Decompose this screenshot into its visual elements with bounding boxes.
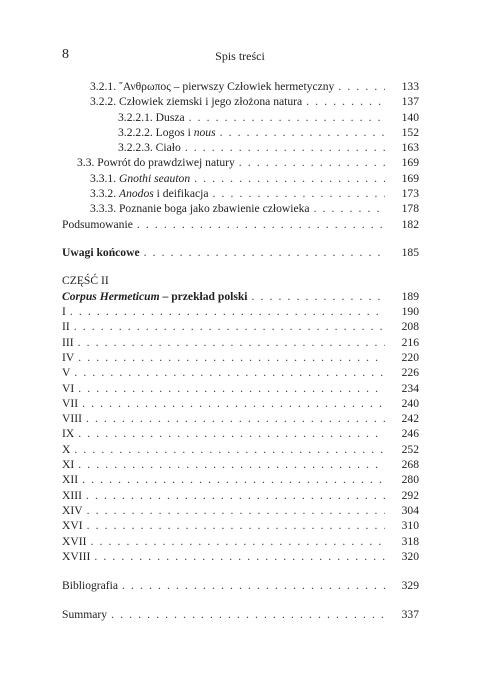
toc-entry-page: 216 xyxy=(401,335,419,349)
toc-entry-page: 189 xyxy=(401,289,419,303)
toc-entry[interactable] xyxy=(62,473,419,488)
toc-entry-page: 234 xyxy=(401,381,419,395)
toc-entry-label: V xyxy=(62,366,71,380)
toc-entry[interactable] xyxy=(62,95,419,110)
toc-entry[interactable] xyxy=(62,382,419,397)
toc-entry-label xyxy=(62,141,181,154)
toc-entry-label xyxy=(62,80,334,93)
toc-entry[interactable] xyxy=(62,443,419,458)
toc-entry-label: XVIII xyxy=(62,549,91,563)
toc-entry[interactable] xyxy=(62,126,419,141)
toc-entry-label-part: 3.2.2. Człowiek ziemski i jego złożona natura xyxy=(90,95,303,109)
toc-entry-label: XIII xyxy=(62,488,82,502)
toc-entry[interactable] xyxy=(62,172,419,187)
leader-dots xyxy=(252,290,385,303)
leader-dots xyxy=(86,489,385,502)
toc-entry-label: XI xyxy=(62,458,75,472)
leader-dots xyxy=(74,320,385,333)
corpus-title-rest: – przekład polski xyxy=(159,289,248,303)
leader-dots xyxy=(78,351,385,364)
toc-entry-page: 246 xyxy=(401,427,419,441)
toc-entry-label: IX xyxy=(62,427,75,441)
toc-entry-bibliografia[interactable] xyxy=(62,579,419,594)
toc-entry-page: 252 xyxy=(401,442,419,456)
toc-entry-page: 208 xyxy=(401,320,419,334)
toc-entry[interactable] xyxy=(62,504,419,519)
toc-entry-label: II xyxy=(62,320,70,334)
leader-dots xyxy=(338,80,385,93)
corpus-title-italic: Corpus Hermeticum xyxy=(62,289,160,303)
toc-entry-page: 318 xyxy=(401,534,419,548)
toc-entry[interactable] xyxy=(62,111,419,126)
toc-entry[interactable] xyxy=(62,535,419,550)
toc-entry-label xyxy=(62,95,302,108)
leader-dots xyxy=(82,473,385,486)
toc-entry-label: VII xyxy=(62,396,79,410)
toc-entry[interactable] xyxy=(62,320,419,335)
toc-entry[interactable] xyxy=(62,489,419,504)
toc-entry-label xyxy=(62,172,190,185)
toc-entry-summary[interactable] xyxy=(62,608,419,623)
leader-dots xyxy=(86,412,385,425)
toc-entry-page: 190 xyxy=(401,305,419,319)
toc-entry-page: 178 xyxy=(401,202,419,216)
leader-dots xyxy=(122,579,385,592)
toc-entry-page: 173 xyxy=(401,187,419,201)
toc-entry-page: 185 xyxy=(401,245,419,259)
leader-dots xyxy=(94,550,385,563)
leader-dots xyxy=(111,608,385,621)
table-of-contents xyxy=(62,80,419,624)
toc-entry-label xyxy=(62,126,216,139)
toc-entry-label-part: 3.2.2.2. Logos i xyxy=(118,125,194,139)
toc-entry-label-part: 3.2.1. xyxy=(90,80,119,93)
toc-entry[interactable] xyxy=(62,550,419,565)
leader-dots xyxy=(189,111,385,124)
toc-entry-label xyxy=(62,202,310,215)
toc-entry[interactable] xyxy=(62,218,419,233)
leader-dots xyxy=(78,336,385,349)
leader-dots xyxy=(70,305,385,318)
toc-section-part1 xyxy=(62,80,419,233)
leader-dots xyxy=(213,187,386,200)
toc-entry-label: XVI xyxy=(62,519,83,533)
toc-entry[interactable] xyxy=(62,519,419,534)
toc-entry-page: 140 xyxy=(401,110,419,124)
leader-dots xyxy=(90,535,385,548)
toc-entry-label-part: i deifikacja xyxy=(153,187,209,201)
toc-entry-label: Summary xyxy=(62,608,108,622)
leader-dots xyxy=(220,126,385,139)
toc-entry-page: 182 xyxy=(401,217,419,231)
toc-entry-page: 280 xyxy=(401,473,419,487)
toc-entry-page: 292 xyxy=(401,488,419,502)
toc-entry[interactable] xyxy=(62,305,419,320)
toc-entry-label-part: 3.3.3. Poznanie boga jako zbawienie człowieka xyxy=(90,202,310,216)
toc-entry[interactable] xyxy=(62,366,419,381)
toc-entry[interactable] xyxy=(62,351,419,366)
leader-dots xyxy=(185,141,385,154)
toc-entry-label-part: ῎Ανθρωπος xyxy=(118,80,171,93)
toc-entry-label: Uwagi końcowe xyxy=(62,245,140,259)
toc-entry-label xyxy=(62,218,133,231)
leader-dots xyxy=(78,382,385,395)
leader-dots xyxy=(137,218,385,231)
toc-entry[interactable] xyxy=(62,412,419,427)
toc-entry-label-part: 3.2.2.1. Dusza xyxy=(118,110,185,124)
toc-entry-page: 133 xyxy=(401,80,419,93)
toc-entry-page: 220 xyxy=(401,350,419,364)
toc-entry-label: IV xyxy=(62,350,75,364)
leader-dots xyxy=(78,427,385,440)
toc-entry-label xyxy=(62,156,235,169)
toc-entry[interactable] xyxy=(62,187,419,202)
toc-entry-label: VI xyxy=(62,381,75,395)
toc-entry[interactable] xyxy=(62,397,419,412)
toc-entry-label: Bibliografia xyxy=(62,579,119,593)
toc-entry-page: 310 xyxy=(401,519,419,533)
toc-entry-label-part: Podsumowanie xyxy=(62,217,133,231)
toc-entry-uwagi[interactable] xyxy=(62,246,419,261)
toc-entry-label-part: 3.2.2.3. Ciało xyxy=(118,141,181,155)
toc-entry-label-part: Anodos xyxy=(118,187,154,201)
part-heading-label: CZĘŚĆ II xyxy=(62,274,109,288)
toc-entry[interactable] xyxy=(62,156,419,171)
toc-entry-label-part: nous xyxy=(193,125,216,139)
toc-entry-page: 304 xyxy=(401,503,419,517)
toc-entry-corpus[interactable] xyxy=(62,290,419,305)
toc-entry-label: I xyxy=(62,305,66,319)
leader-dots xyxy=(87,519,385,532)
leader-dots xyxy=(144,246,385,259)
toc-entry-label: VIII xyxy=(62,412,82,426)
page-number: 8 xyxy=(62,47,69,62)
running-header: Spis treści xyxy=(215,49,265,63)
toc-entry-label: XIV xyxy=(62,503,83,517)
toc-entry-label-part: – pierwszy Człowiek hermetyczny xyxy=(170,80,335,93)
toc-entry-label-part: Gnothi seauton xyxy=(118,171,191,185)
leader-dots xyxy=(78,458,385,471)
toc-entry-label xyxy=(62,290,248,303)
toc-entry-label xyxy=(62,111,185,124)
leader-dots xyxy=(82,397,385,410)
leader-dots xyxy=(314,202,385,215)
toc-entry-label-part: 3.3.1. xyxy=(90,171,119,185)
leader-dots xyxy=(306,95,385,108)
toc-entry-page: 169 xyxy=(401,171,419,185)
toc-entry-label: III xyxy=(62,335,74,349)
part-heading xyxy=(62,274,419,290)
toc-section-treatises xyxy=(62,305,419,565)
toc-entry-label-part: 3.3. Powrót do prawdziwej natury xyxy=(77,156,235,170)
toc-entry[interactable] xyxy=(62,202,419,217)
toc-entry[interactable] xyxy=(62,141,419,156)
leader-dots xyxy=(74,443,385,456)
toc-entry-label: XVII xyxy=(62,534,87,548)
toc-entry[interactable] xyxy=(62,427,419,442)
toc-entry-page: 226 xyxy=(401,366,419,380)
leader-dots xyxy=(194,172,385,185)
toc-entry-label xyxy=(62,187,209,200)
toc-entry-page: 240 xyxy=(401,396,419,410)
toc-entry-page: 320 xyxy=(401,549,419,563)
toc-entry-page: 242 xyxy=(401,412,419,426)
toc-entry-page: 329 xyxy=(401,579,419,593)
toc-entry-page: 137 xyxy=(401,95,419,109)
toc-entry-label-part: 3.3.2. xyxy=(90,187,119,201)
leader-dots xyxy=(87,504,385,517)
toc-entry-page: 163 xyxy=(401,141,419,155)
toc-entry[interactable] xyxy=(62,336,419,351)
toc-entry-page: 169 xyxy=(401,156,419,170)
toc-entry[interactable] xyxy=(62,458,419,473)
toc-entry-page: 337 xyxy=(401,608,419,622)
toc-entry-page: 268 xyxy=(401,458,419,472)
leader-dots xyxy=(239,156,385,169)
toc-entry-label: X xyxy=(62,442,71,456)
toc-entry[interactable] xyxy=(62,80,419,95)
leader-dots xyxy=(74,366,385,379)
toc-entry-page: 152 xyxy=(401,125,419,139)
toc-entry-label: XII xyxy=(62,473,79,487)
